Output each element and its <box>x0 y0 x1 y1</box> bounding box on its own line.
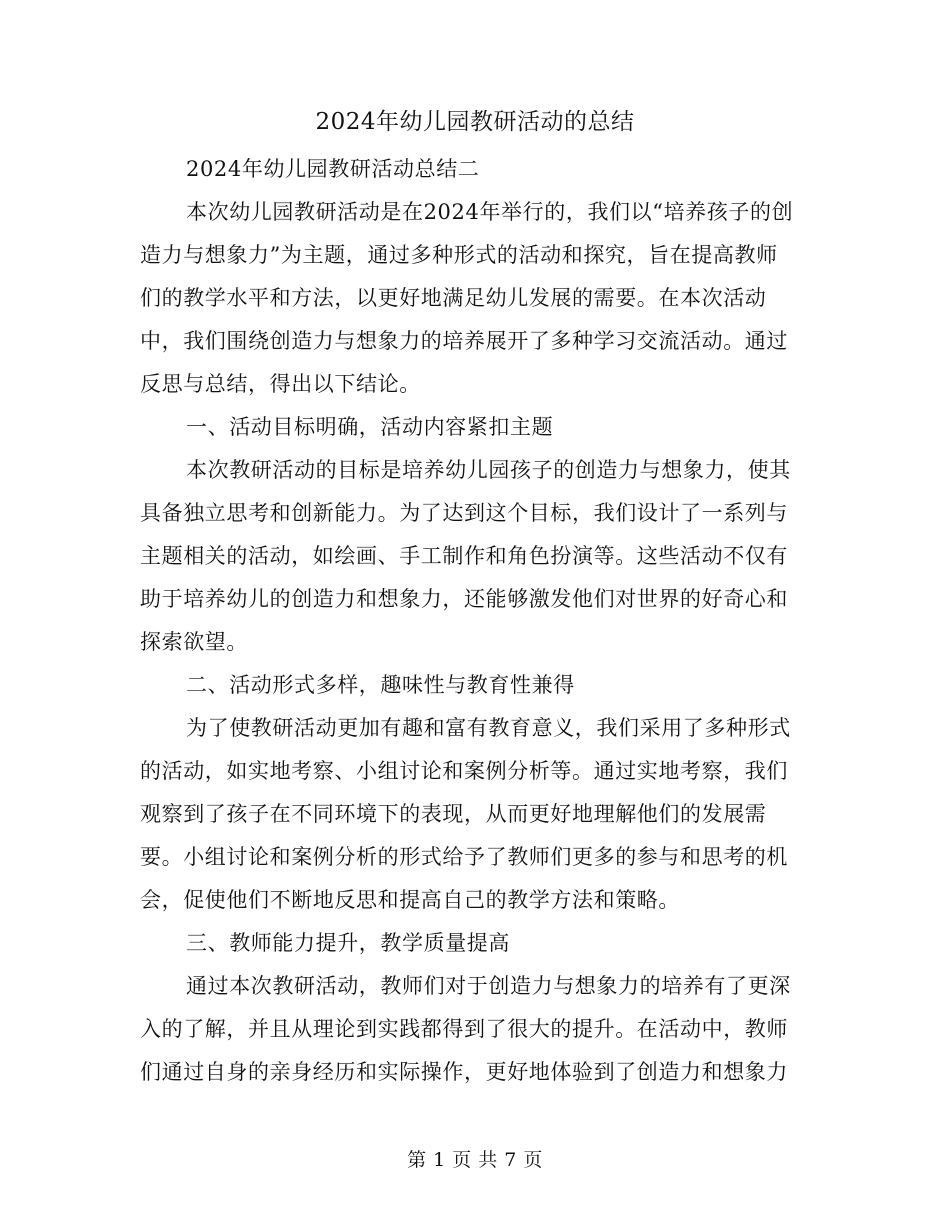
paragraph <box>140 191 804 406</box>
document-title: 2024年幼儿园教研活动的总结 <box>315 109 635 135</box>
paragraph-line: 通过本次教研活动，教师们对于创造力与想象力的培养有了更深 <box>186 974 791 998</box>
paragraph-line: 本次幼儿园教研活动是在2024年举行的，我们以“培养孩子的创 <box>186 200 794 224</box>
paragraph-line: 造力与想象力”为主题，通过多种形式的活动和探究，旨在提高教师 <box>140 243 778 267</box>
paragraph-line: 具备独立思考和创新能力。为了达到这个目标，我们设计了一系列与 <box>140 501 788 525</box>
document-subtitle: 2024年幼儿园教研活动总结二 <box>186 157 480 181</box>
paragraph-line: 助于培养幼儿的创造力和想象力，还能够激发他们对世界的好奇心和 <box>140 587 788 611</box>
paragraph <box>140 965 804 1094</box>
paragraph-line: 本次教研活动的目标是培养幼儿园孩子的创造力与想象力，使其 <box>186 458 791 482</box>
section-heading: 三、教师能力提升，教学质量提高 <box>186 931 510 955</box>
paragraph-line: 的活动，如实地考察、小组讨论和案例分析等。通过实地考察，我们 <box>140 759 788 783</box>
paragraph-line: 探索欲望。 <box>140 630 248 654</box>
paragraph-line: 主题相关的活动，如绘画、手工制作和角色扮演等。这些活动不仅有 <box>140 544 788 568</box>
paragraph-line: 要。小组讨论和案例分析的形式给予了教师们更多的参与和思考的机 <box>140 845 788 869</box>
paragraph-line: 中，我们围绕创造力与想象力的培养展开了多种学习交流活动。通过 <box>140 329 788 353</box>
paragraph <box>140 449 804 664</box>
paragraph-line: 观察到了孩子在不同环境下的表现，从而更好地理解他们的发展需 <box>140 802 767 826</box>
paragraph-line: 反思与总结，得出以下结论。 <box>140 372 421 396</box>
paragraph-line: 会，促使他们不断地反思和提高自己的教学方法和策略。 <box>140 888 680 912</box>
paragraph-line: 为了使教研活动更加有趣和富有教育意义，我们采用了多种形式 <box>186 716 791 740</box>
section-heading: 二、活动形式多样，趣味性与教育性兼得 <box>186 673 575 697</box>
page-footer: 第 1 页 共 7 页 <box>407 1149 543 1171</box>
document-body <box>140 148 804 1094</box>
section-heading: 一、活动目标明确，活动内容紧扣主题 <box>186 415 554 439</box>
paragraph-line: 们通过自身的亲身经历和实际操作，更好地体验到了创造力和想象力 <box>140 1060 788 1084</box>
paragraph <box>140 707 804 922</box>
paragraph-line: 们的教学水平和方法，以更好地满足幼儿发展的需要。在本次活动 <box>140 286 767 310</box>
paragraph-line: 入的了解，并且从理论到实践都得到了很大的提升。在活动中，教师 <box>140 1017 788 1041</box>
